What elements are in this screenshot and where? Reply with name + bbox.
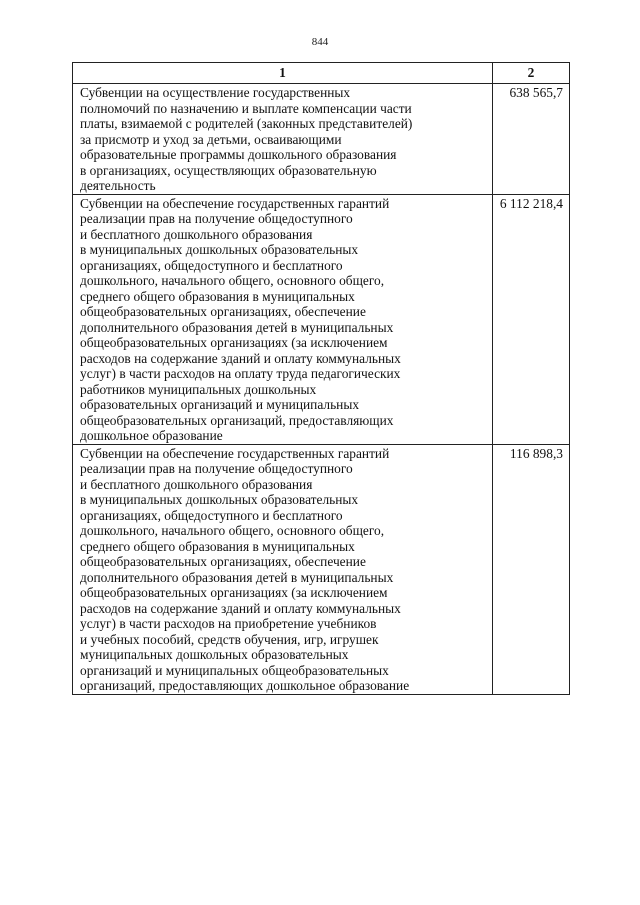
table-row: [73, 194, 570, 444]
description-line: услуг) в части расходов на приобретение учебников: [80, 616, 377, 631]
description-line: и бесплатного дошкольного образования: [80, 476, 313, 492]
description-line: образовательные программы дошкольного образования: [80, 147, 397, 162]
page-number: 844: [311, 36, 329, 48]
description-line: Субвенции на осуществление государственных: [80, 85, 351, 100]
description-line: дополнительного образования детей в муниципальных: [80, 319, 394, 335]
table-row: [73, 84, 570, 195]
row-description: [73, 84, 493, 195]
description-line: в муниципальных дошкольных образовательных: [80, 492, 359, 507]
row-description: [73, 444, 493, 694]
description-line: общеобразовательных организациях (за исключением: [80, 335, 388, 350]
description-line: образовательных организаций и муниципальных: [80, 397, 360, 412]
description-line: и учебных пособий, средств обучения, игр, игрушек: [80, 631, 379, 647]
description-line: дошкольного, начального общего, основного общего,: [80, 273, 385, 288]
table-row: [73, 444, 570, 694]
description-line: полномочий по назначению и выплате компенсации части: [80, 100, 412, 116]
description-line: дополнительного образования детей в муниципальных: [80, 569, 394, 585]
description-line: Субвенции на обеспечение государственных гарантий: [80, 445, 390, 461]
row-amount: 6 112 218,4: [493, 194, 570, 444]
description-line: расходов на содержание зданий и оплату коммунальных: [80, 350, 401, 366]
description-line: реализации прав на получение общедоступного: [80, 211, 353, 226]
column-header-2: 2: [493, 63, 570, 84]
description-line: общеобразовательных организаций, предоставляющих: [80, 412, 394, 428]
description-line: и бесплатного дошкольного образования: [80, 226, 313, 242]
row-amount: 116 898,3: [493, 444, 570, 694]
table-header-row: [73, 63, 570, 84]
description-line: муниципальных дошкольных образовательных: [80, 647, 349, 662]
description-line: за присмотр и уход за детьми, осваивающими: [80, 131, 342, 147]
row-amount: 638 565,7: [493, 84, 570, 195]
description-line: работников муниципальных дошкольных: [80, 381, 317, 397]
description-line: среднего общего образования в муниципальных: [80, 288, 355, 304]
description-line: реализации прав на получение общедоступного: [80, 461, 353, 476]
row-description: [73, 194, 493, 444]
description-line: деятельность: [80, 178, 156, 193]
description-line: среднего общего образования в муниципальных: [80, 538, 355, 554]
description-line: общеобразовательных организациях, обеспечение: [80, 304, 366, 319]
description-line: дошкольного, начального общего, основного общего,: [80, 523, 385, 538]
description-line: организациях, общедоступного и бесплатного: [80, 507, 343, 523]
description-line: расходов на содержание зданий и оплату коммунальных: [80, 600, 401, 616]
description-line: в муниципальных дошкольных образовательных: [80, 242, 359, 257]
description-line: в организациях, осуществляющих образовательную: [80, 162, 377, 178]
description-line: услуг) в части расходов на оплату труда педагогических: [80, 366, 401, 381]
description-line: дошкольное образование: [80, 428, 223, 443]
description-line: общеобразовательных организациях, обеспечение: [80, 554, 366, 569]
description-line: общеобразовательных организациях (за исключением: [80, 585, 388, 600]
column-header-1: 1: [73, 63, 493, 84]
budget-table: [72, 62, 570, 695]
description-line: организаций, предоставляющих дошкольное образование: [80, 678, 410, 693]
budget-table-container: [72, 62, 569, 695]
description-line: организациях, общедоступного и бесплатного: [80, 257, 343, 273]
description-line: Субвенции на обеспечение государственных гарантий: [80, 195, 390, 211]
description-line: платы, взимаемой с родителей (законных представителей): [80, 116, 413, 131]
description-line: организаций и муниципальных общеобразовательных: [80, 662, 389, 678]
table-body: [73, 84, 570, 695]
